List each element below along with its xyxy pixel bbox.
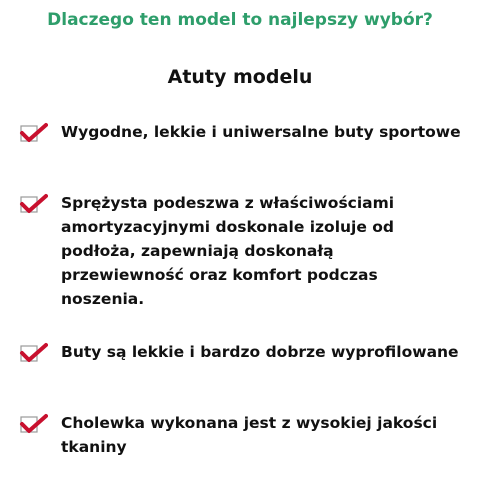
checkmark-icon	[18, 193, 48, 215]
feature-text: Wygodne, lekkie i uniwersalne buty sportowe	[61, 123, 461, 141]
feature-text: Cholewka wykonana jest z wysokiej jakości tkaniny	[61, 414, 438, 456]
headline: Dlaczego ten model to najlepszy wybór?	[47, 10, 433, 30]
checkmark-icon	[18, 342, 48, 364]
feature-text: Buty są lekkie i bardzo dobrze wyprofilowane	[61, 343, 459, 361]
checkmark-icon	[18, 122, 48, 144]
feature-text: Sprężysta podeszwa z właściwościami amortyzacyjnymi doskonale izoluje od podłoża, zapewniają doskonałą przewiewność oraz komfort podczas noszenia.	[61, 194, 395, 308]
checkmark-icon	[18, 413, 48, 435]
section-title: Atuty modelu	[167, 66, 313, 88]
